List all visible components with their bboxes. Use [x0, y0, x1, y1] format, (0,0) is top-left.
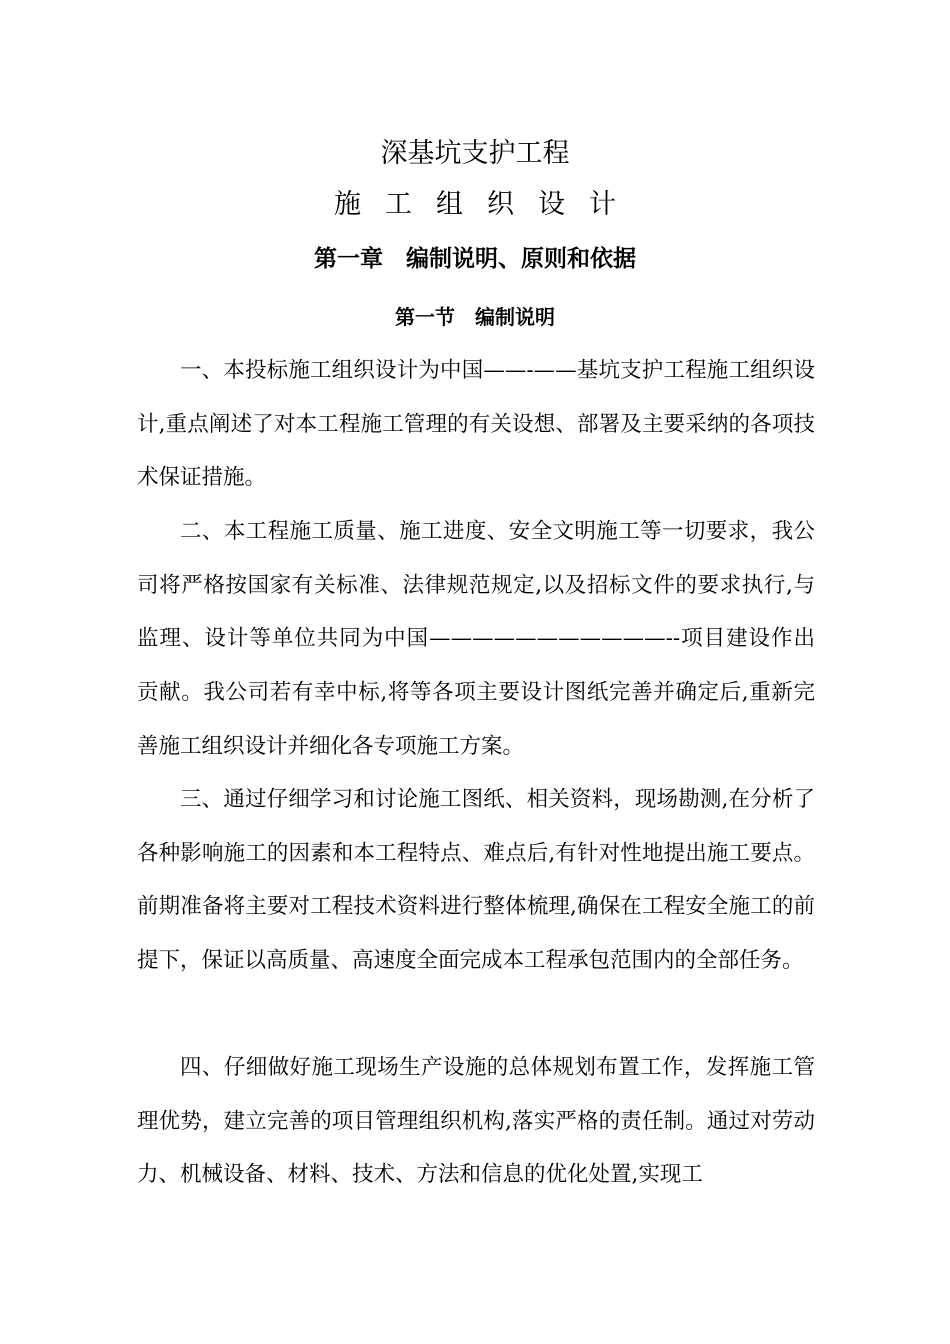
- paragraph-3: 三、通过仔细学习和讨论施工图纸、相关资料，现场勘测,在分析了各种影响施工的因素和本工程特点、难点后,有针对性地提出施工要点。前期准备将主要对工程技术资料进行整体梳理,确保在工程安全施工的前提下，保证以高质量、高速度全面完成本工程承包范围内的全部任务。: [137, 787, 815, 974]
- subtitle-char: 工: [385, 189, 412, 220]
- document-subtitle: [0, 187, 950, 223]
- chapter-heading: 第一章 编制说明、原则和依据: [314, 246, 636, 272]
- subtitle-char: 计: [589, 189, 616, 220]
- section-heading: 第一节 编制说明: [395, 305, 555, 329]
- paragraph-4: 四、仔细做好施工现场生产设施的总体规划布置工作，发挥施工管理优势，建立完善的项目管理组织机构,落实严格的责任制。通过对劳动力、机械设备、材料、技术、方法和信息的优化处置,实现工: [137, 1055, 815, 1188]
- subtitle-char: 设: [538, 189, 565, 220]
- subtitle-char: 织: [487, 189, 514, 220]
- paragraph-1: 一、本投标施工组织设计为中国——-——基坑支护工程施工组织设计,重点阐述了对本工程施工管理的有关设想、部署及主要采纳的各项技术保证措施。: [137, 358, 815, 491]
- paragraph-2: 二、本工程施工质量、施工进度、安全文明施工等一切要求，我公司将严格按国家有关标准、法律规范规定,以及招标文件的要求执行,与监理、设计等单位共同为中国———————————--项目建设作出贡献。我公司若有幸中标,将等各项主要设计图纸完善并确定后,重新完善施工组织设计并细化各专项施工方案。: [137, 519, 815, 759]
- subtitle-char: 施: [334, 189, 361, 220]
- document-title: 深基坑支护工程: [380, 138, 570, 169]
- subtitle-char: 组: [436, 189, 463, 220]
